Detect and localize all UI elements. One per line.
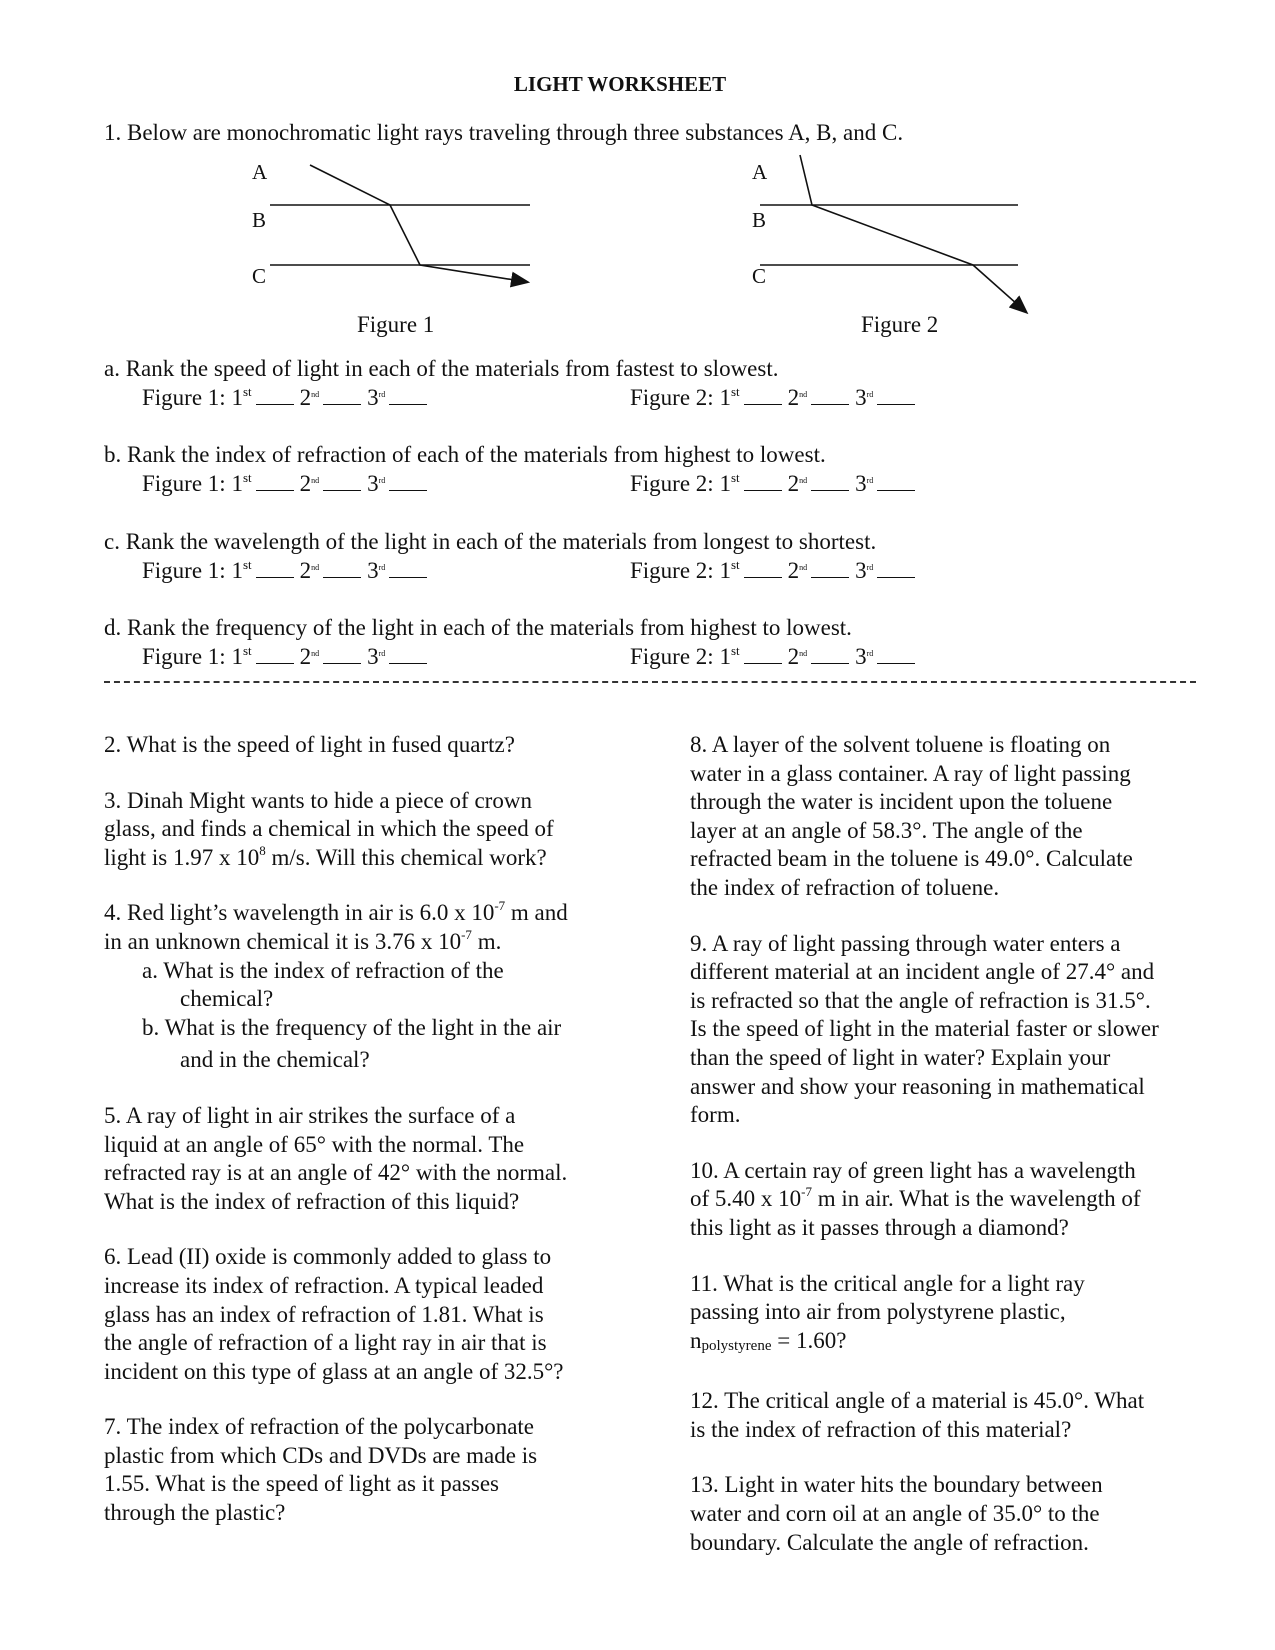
question-1b-prompt: b. Rank the index of refraction of each of the materials from highest to lowest. bbox=[104, 442, 826, 467]
question-8: 8. A layer of the solvent toluene is floating on water in a glass container. A ray of light passing through the water is incident upon the toluene layer at an angle of 58.3°. The angle of the refracted beam in the toluene is 49.0°. Calculate the index of refraction of toluene. bbox=[690, 732, 1133, 900]
rank-blank[interactable] bbox=[323, 559, 361, 578]
rank-blank[interactable] bbox=[877, 386, 915, 405]
question-7: 7. The index of refraction of the polycarbonate plastic from which CDs and DVDs are made is 1.55. What is the speed of light as it passes through the plastic? bbox=[104, 1414, 538, 1526]
rank-blank[interactable] bbox=[744, 645, 782, 664]
worksheet-title: LIGHT WORKSHEET bbox=[513, 72, 727, 96]
question-6: 6. Lead (II) oxide is commonly added to glass to increase its index of refraction. A typical leaded glass has an index of refraction of 1.81. What is the angle of refraction of a light ray in air that is incident on this type of glass at an angle of 32.5°? bbox=[104, 1244, 564, 1384]
rank-blank[interactable] bbox=[811, 386, 849, 405]
figure-1-label-a: A bbox=[252, 160, 268, 184]
question-2: 2. What is the speed of light in fused quartz? bbox=[104, 732, 515, 757]
rank-blank[interactable] bbox=[811, 559, 849, 578]
rank-blank[interactable] bbox=[323, 645, 361, 664]
right-question-column bbox=[690, 731, 1250, 1584]
figure-2-label-b: B bbox=[752, 208, 767, 232]
question-1c-prompt: c. Rank the wavelength of the light in each of the materials from longest to shortest. bbox=[104, 529, 877, 554]
rank-blank[interactable] bbox=[323, 472, 361, 491]
question-1a-figure-1-ranking: Figure 1: 1st 2nd 3rd bbox=[142, 384, 433, 411]
figure-2-label-a: A bbox=[752, 160, 768, 184]
question-11: 11. What is the critical angle for a light ray passing into air from polystyrene plastic, $n_{polystyrene} = 1.60$? bbox=[690, 1270, 1085, 1354]
rank-blank[interactable] bbox=[877, 559, 915, 578]
rank-blank[interactable] bbox=[744, 559, 782, 578]
left-question-column bbox=[104, 731, 664, 1555]
rank-blank[interactable] bbox=[744, 386, 782, 405]
figure-2-diagram bbox=[0, 0, 1275, 340]
rank-blank[interactable] bbox=[389, 386, 427, 405]
figure-1-caption: Figure 1 bbox=[357, 312, 435, 337]
rank-blank[interactable] bbox=[389, 559, 427, 578]
question-5: 5. A ray of light in air strikes the surface of a liquid at an angle of 65° with the normal. The refracted ray is at an angle of 42° with the normal. What is the index of refraction of this liquid? bbox=[104, 1102, 568, 1214]
question-9: 9. A ray of light passing through water enters a different material at an incident angle of 27.4° and is refracted so that the angle of refraction is 31.5°. Is the speed of light in the material faster or slower than the speed of light in water? Explain your answer and show your reasoning in mathematical form. bbox=[690, 930, 1159, 1128]
rank-blank[interactable] bbox=[877, 472, 915, 491]
rank-blank[interactable] bbox=[744, 472, 782, 491]
section-divider bbox=[104, 681, 1196, 683]
question-1d-figure-2-ranking: Figure 2: 1st 2nd 3rd bbox=[630, 643, 921, 670]
question-13: 13. Light in water hits the boundary between water and corn oil at an angle of 35.0° to the boundary. Calculate the angle of refraction. bbox=[690, 1472, 1103, 1555]
figure-2-caption: Figure 2 bbox=[861, 312, 939, 337]
rank-blank[interactable] bbox=[811, 472, 849, 491]
question-1d-figure-1-ranking: Figure 1: 1st 2nd 3rd bbox=[142, 643, 433, 670]
rank-blank[interactable] bbox=[877, 645, 915, 664]
question-1c-figure-2-ranking: Figure 2: 1st 2nd 3rd bbox=[630, 557, 921, 584]
rank-blank[interactable] bbox=[323, 386, 361, 405]
figure-2-light-ray bbox=[800, 155, 1026, 312]
rank-blank[interactable] bbox=[256, 559, 294, 578]
question-12: 12. The critical angle of a material is 45.0°. What is the index of refraction of this material? bbox=[690, 1388, 1145, 1442]
rank-blank[interactable] bbox=[256, 645, 294, 664]
question-1-prompt: 1. Below are monochromatic light rays traveling through three substances A, B, and C. bbox=[104, 120, 904, 145]
question-1b-figure-2-ranking: Figure 2: 1st 2nd 3rd bbox=[630, 470, 921, 497]
question-1c-figure-1-ranking: Figure 1: 1st 2nd 3rd bbox=[142, 557, 433, 584]
rank-blank[interactable] bbox=[811, 645, 849, 664]
figure-2-label-c: C bbox=[752, 264, 767, 288]
rank-blank[interactable] bbox=[256, 386, 294, 405]
question-1b-figure-1-ranking: Figure 1: 1st 2nd 3rd bbox=[142, 470, 433, 497]
figure-1-label-c: C bbox=[252, 264, 267, 288]
question-1a-prompt: a. Rank the speed of light in each of the materials from fastest to slowest. bbox=[104, 356, 779, 381]
rank-blank[interactable] bbox=[389, 645, 427, 664]
rank-blank[interactable] bbox=[256, 472, 294, 491]
question-1d-prompt: d. Rank the frequency of the light in each of the materials from highest to lowest. bbox=[104, 615, 852, 640]
figure-1-label-b: B bbox=[252, 208, 267, 232]
question-3: 3. Dinah Might wants to hide a piece of crown glass, and finds a chemical in which the speed of light is 1.97 x $10^8$ m/s. Will this chemical work? bbox=[104, 787, 554, 870]
question-1a-figure-2-ranking: Figure 2: 1st 2nd 3rd bbox=[630, 384, 921, 411]
question-10: 10. A certain ray of green light has a wavelength of 5.40 x $10^{-7}$ m in air. What is the wavelength of this light as it passes through a diamond? bbox=[690, 1157, 1141, 1240]
question-4: 4. Red light’s wavelength in air is 6.0 x $10^{-7}$ m and in an unknown chemical it is 3.76 x $10^{-7}$ m. a. What is the index of refraction of the chemical? b. What is the frequency of the light in the air and in the chemical? bbox=[104, 898, 568, 1073]
rank-blank[interactable] bbox=[389, 472, 427, 491]
